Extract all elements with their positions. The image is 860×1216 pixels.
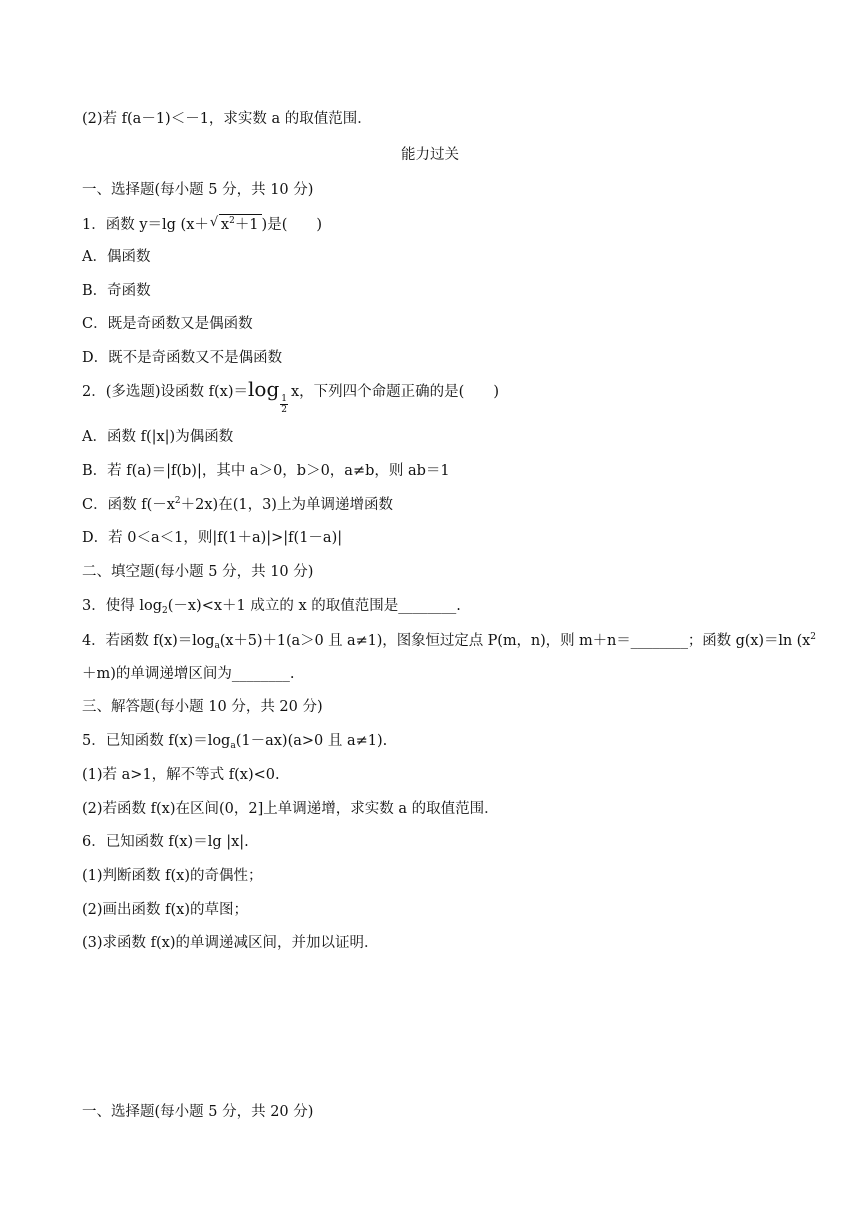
q1-option-c: C．既是奇函数又是偶函数: [82, 316, 253, 332]
q6-part-2: (2)画出函数 f(x)的草图；: [82, 902, 249, 918]
question-1: [82, 214, 322, 235]
section1-title: 一、选择题(每小题 5 分，共 10 分): [82, 182, 314, 198]
section2-title: 二、填空题(每小题 5 分，共 10 分): [82, 564, 314, 580]
question-5: 5．已知函数 $f(x)=\log_a(1-ax)(a>0$ 且 a≠1).: [82, 733, 388, 751]
q2-tail: x，下列四个命题正确的是( ): [291, 384, 499, 400]
log-base-fraction: $\frac{1}{2}$: [281, 394, 287, 415]
q1-tail: )是( ): [261, 217, 323, 233]
section-heading: 能力过关: [401, 147, 459, 163]
q2-option-c: C．函数 $f(-x^2+2x)$在(1，3)上为单调递增函数: [82, 496, 393, 513]
q1-option-b: B．奇函数: [82, 283, 151, 299]
q5-part-1: (1)若 a>1，解不等式 f(x)<0.: [82, 767, 280, 783]
sqrt-expression: √ $x^2+1$: [219, 214, 262, 235]
bottom-section-title: 一、选择题(每小题 5 分，共 20 分): [82, 1104, 314, 1120]
q2-option-b: B．若 f(a)＝|f(b)|，其中 a＞0，b＞0，a≠b，则 ab＝1: [82, 463, 450, 479]
q6-part-3: (3)求函数 f(x)的单调递减区间，并加以证明．: [82, 935, 379, 951]
question-4: 4．若函数 $f(x)=\log_a(x+5)+1(a>0$ 且 a≠1)，图象恒过定点 P(m，n)，则 m＋n＝________；函数 g(x)＝ln ($x^2$: [82, 632, 816, 651]
question-4-cont: ＋m)的单调递增区间为________.: [82, 666, 295, 682]
q1-lead: 1．函数 y＝lg (x＋: [82, 217, 209, 233]
question-2-part-2: (2)若 f(a－1)＜－1，求实数 a 的取值范围．: [82, 111, 372, 127]
question-6: 6．已知函数 f(x)＝lg |x|.: [82, 834, 249, 850]
section3-title: 三、解答题(每小题 10 分，共 20 分): [82, 699, 323, 715]
q2-option-d: D．若 0＜a＜1，则|f(1＋a)|>|f(1－a)|: [82, 530, 343, 546]
q1-option-d: D．既不是奇函数又不是偶函数: [82, 350, 283, 366]
q5-part-2: (2)若函数 f(x)在区间(0，2]上单调递增，求实数 a 的取值范围．: [82, 801, 499, 817]
q2-option-a: A．函数 f(|x|)为偶函数: [82, 429, 234, 445]
q6-part-1: (1)判断函数 f(x)的奇偶性；: [82, 868, 263, 884]
q1-option-a: A．偶函数: [82, 249, 151, 265]
question-2: [82, 379, 499, 415]
q2-lead: 2．(多选题)设函数 f(x)＝: [82, 384, 249, 400]
log-symbol: log: [248, 377, 280, 401]
question-3: 3．使得 $\log_2(-x)<x+1$ 成立的 x 的取值范围是________.: [82, 598, 461, 616]
